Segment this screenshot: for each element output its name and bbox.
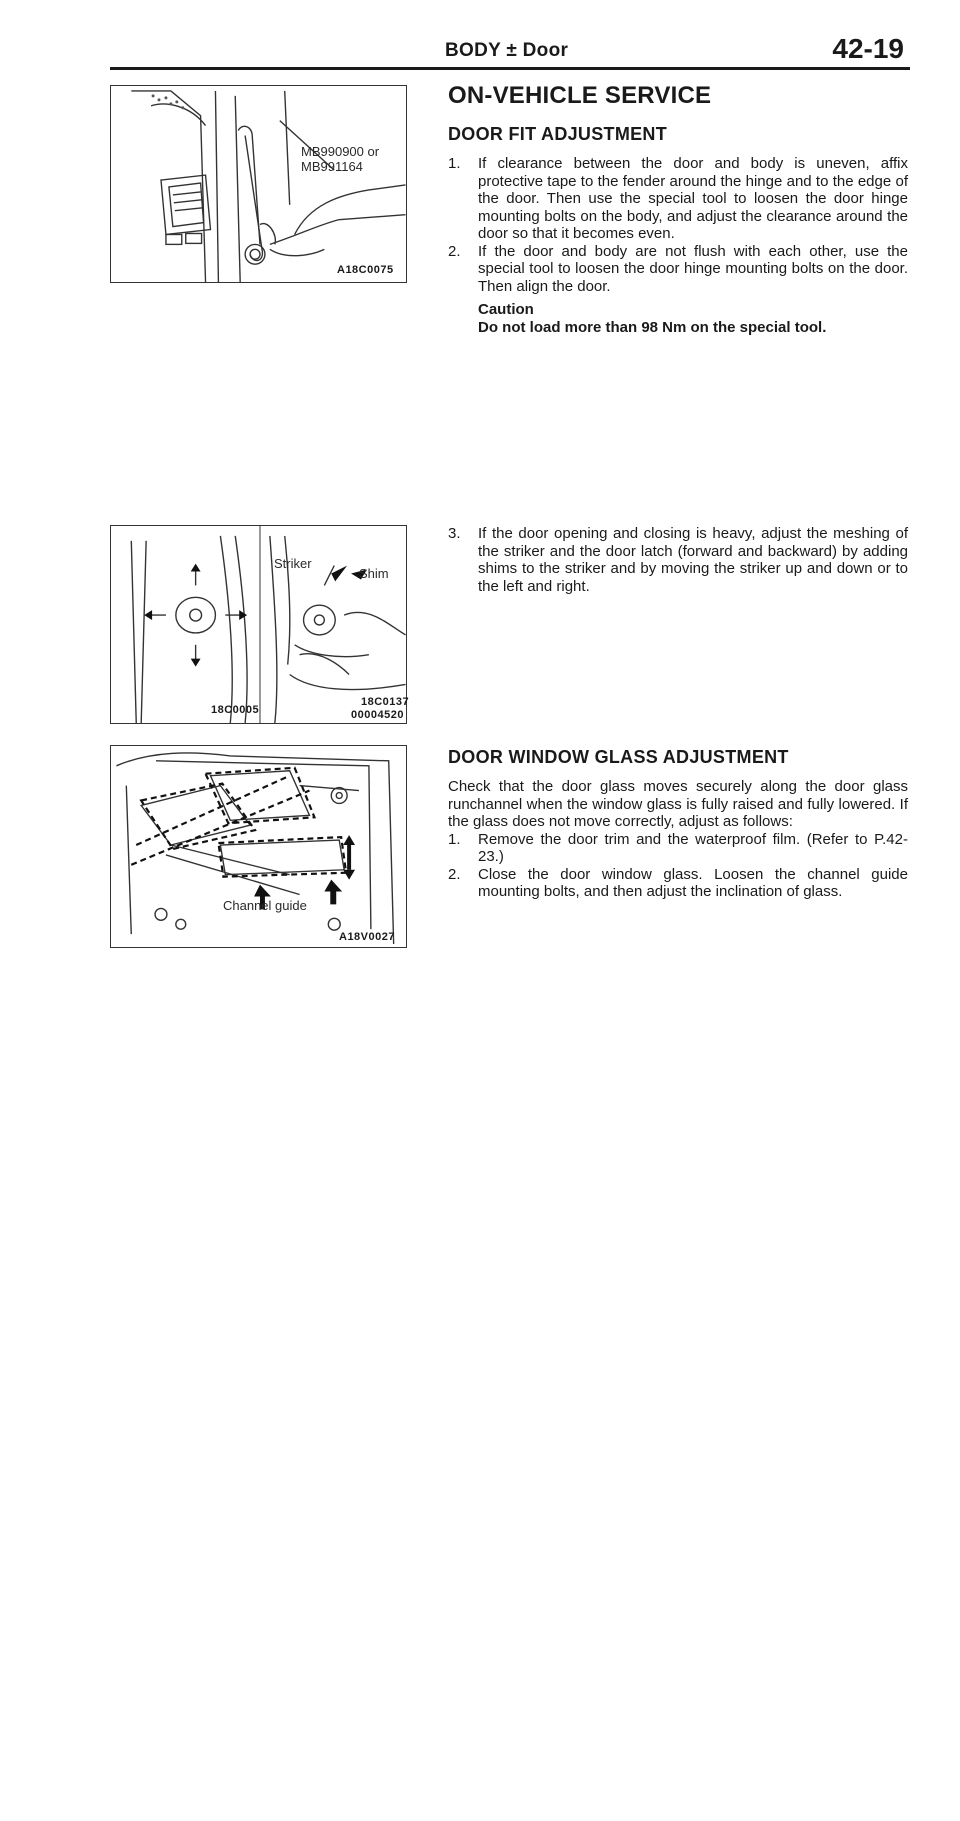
door-fit-step-3 <box>448 525 908 595</box>
striker-label: Striker <box>274 556 312 571</box>
door-fit-step-2 <box>448 243 908 296</box>
shim-label: Shim <box>359 566 389 581</box>
glass-illustration <box>111 746 406 947</box>
step-text: Close the door window glass. Loosen the channel guide mounting bolts, and then adjust the inclination of glass. <box>478 865 908 900</box>
section-title: ON-VEHICLE SERVICE <box>448 82 712 109</box>
step-number: 3. <box>448 525 461 542</box>
header-title: BODY ± Door <box>445 40 569 61</box>
step-text: If clearance between the door and body is uneven, affix protective tape to the fender around the hinge and to the edge of the door. Then use the special tool to loosen the door hinge mounting bolts on the body, and adjust the clearance around the door so that it becomes even. <box>478 155 908 242</box>
window-glass-step-2 <box>448 866 908 901</box>
door-fit-step-1 <box>448 155 908 243</box>
figure-code-right-alt: 00004520 <box>351 709 404 721</box>
step-number: 2. <box>448 242 461 260</box>
figure-code-left: 18C0005 <box>211 704 260 716</box>
step-number: 1. <box>448 830 461 848</box>
striker-illustration <box>111 526 406 723</box>
header-rule <box>110 67 910 70</box>
step-number: 1. <box>448 155 461 172</box>
striker-section <box>448 525 908 595</box>
window-glass-title: DOOR WINDOW GLASS ADJUSTMENT <box>448 747 789 767</box>
glass-figure <box>110 745 407 948</box>
tool-label-alt: MB991164 <box>301 159 363 174</box>
window-glass-intro: Check that the door glass moves securely along the door glass runchannel when the window glass is fully raised and fully lowered. If the glass does not move correctly, adjust as follows: <box>448 778 908 830</box>
striker-figure <box>110 525 410 724</box>
page-number: 42-19 <box>832 33 904 64</box>
caution-title: Caution <box>478 301 534 318</box>
window-glass-step-1 <box>448 831 908 866</box>
tool-label: MB990900 or <box>301 144 380 159</box>
window-glass-section <box>448 747 908 901</box>
caution-text: Do not load more than 98 Nm on the special tool. <box>478 319 827 336</box>
step-text: Remove the door trim and the waterproof film. (Refer to P.42-23.) <box>478 830 908 865</box>
page-header <box>110 30 910 70</box>
door-fit-section <box>448 82 908 337</box>
figure-code: A18V0027 <box>339 931 395 943</box>
hinge-figure <box>110 85 407 283</box>
step-number: 2. <box>448 865 461 883</box>
figure-code: A18C0075 <box>337 264 394 276</box>
hinge-illustration <box>111 86 406 282</box>
channel-guide-label: Channel guide <box>223 898 307 913</box>
step-text: If the door opening and closing is heavy, adjust the meshing of the striker and the door latch (forward and backward) by adding shims to the striker and by moving the striker up and down or to the left and right. <box>478 525 908 595</box>
step-text: If the door and body are not flush with each other, use the special tool to loosen the door hinge mounting bolts on the door. Then align the door. <box>478 242 908 295</box>
door-fit-title: DOOR FIT ADJUSTMENT <box>448 124 668 144</box>
figure-code-right: 18C0137 <box>361 696 410 708</box>
